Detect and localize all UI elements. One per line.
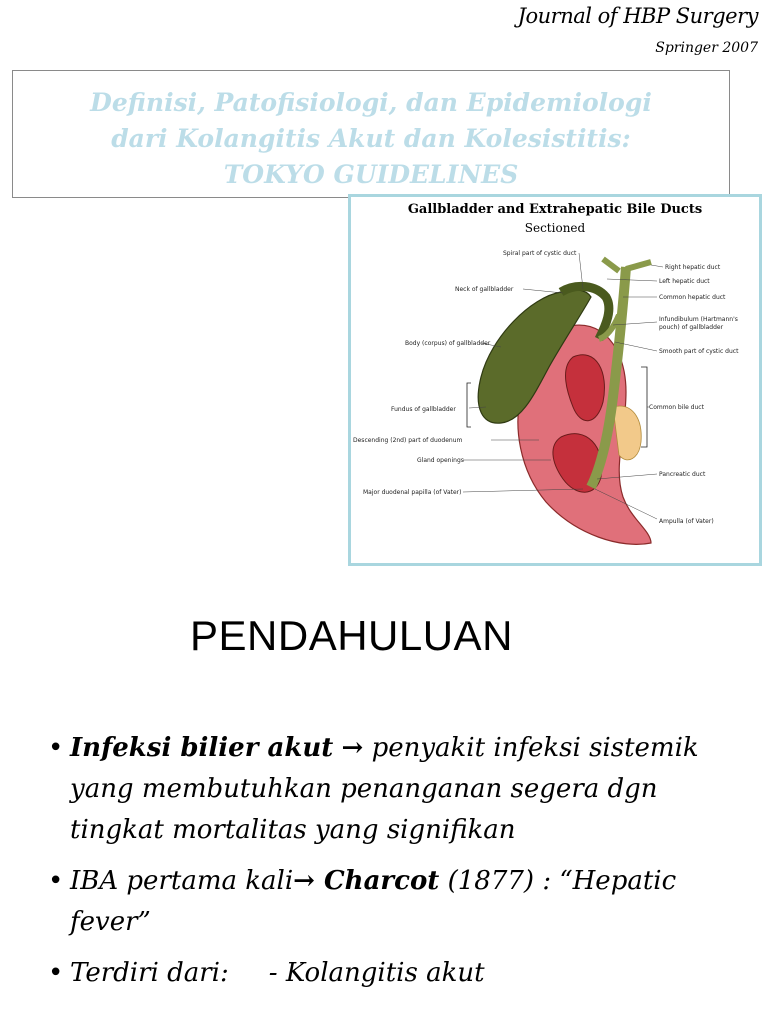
label-neck: Neck of gallbladder <box>455 286 514 293</box>
figure-title: Gallbladder and Extrahepatic Bile Ducts <box>407 202 703 217</box>
bullet-3-pre: Terdiri dari: <box>70 958 229 988</box>
label-smooth: Smooth part of cystic duct <box>659 348 739 355</box>
bullet-item-1 <box>48 728 748 851</box>
title-line-1: Definisi, Patofisiologi, dan Epidemiologi <box>90 88 652 117</box>
figure-subtitle: Sectioned <box>524 221 586 235</box>
label-left-hepatic: Left hepatic duct <box>659 278 710 285</box>
bullet-1-text: penyakit infeksi sistemik yang membutuhkan penanganan segera dgn tingkat mortalitas yang signifikan <box>70 733 699 845</box>
label-glands: Gland openings <box>417 457 464 464</box>
journal-publisher: Springer 2007 <box>655 40 758 56</box>
label-papilla: Major duodenal papilla (of Vater) <box>363 489 462 496</box>
label-fundus: Fundus of gallbladder <box>391 406 456 413</box>
gallbladder-illustration <box>351 197 759 563</box>
title-box <box>12 70 730 198</box>
section-heading: PENDAHULUAN <box>190 612 513 659</box>
label-infundibulum-2: pouch) of gallbladder <box>659 324 724 331</box>
bullet-3-text: - Kolangitis akut <box>268 958 485 988</box>
title-line-2: dari Kolangitis Akut dan Kolesistitis: <box>111 124 631 153</box>
bullet-2-term: Charcot <box>314 866 440 896</box>
body-bracket <box>467 383 471 427</box>
label-right-hepatic: Right hepatic duct <box>665 264 721 271</box>
anatomy-figure <box>348 194 762 566</box>
label-spiral: Spiral part of cystic duct <box>503 250 577 257</box>
journal-name: Journal of HBP Surgery <box>517 4 758 28</box>
label-ampulla: Ampulla (of Vater) <box>659 518 714 525</box>
label-infundibulum-1: Infundibulum (Hartmann's <box>659 316 738 323</box>
bullet-list <box>48 728 748 1004</box>
label-body: Body (corpus) of gallbladder <box>405 340 491 347</box>
title-line-3: TOKYO GUIDELINES <box>223 160 519 189</box>
arrow-icon: → <box>293 866 315 896</box>
common-bile-bracket <box>641 367 647 447</box>
bullet-1-term: Infeksi bilier akut <box>70 733 334 763</box>
label-pancreatic: Pancreatic duct <box>659 471 706 478</box>
arrow-icon: → <box>341 733 364 763</box>
bullet-item-3 <box>48 953 748 994</box>
right-hepatic-duct <box>626 262 651 269</box>
label-duodenum: Descending (2nd) part of duodenum <box>353 437 463 444</box>
left-hepatic-duct <box>603 259 619 271</box>
label-common-hepatic: Common hepatic duct <box>659 294 726 301</box>
bullet-item-2 <box>48 861 748 943</box>
bullet-2-pre: IBA pertama kali <box>70 866 294 896</box>
label-common-bile: Common bile duct <box>649 404 704 411</box>
bullet-2-text: (1877) : “Hepatic fever” <box>70 866 677 937</box>
